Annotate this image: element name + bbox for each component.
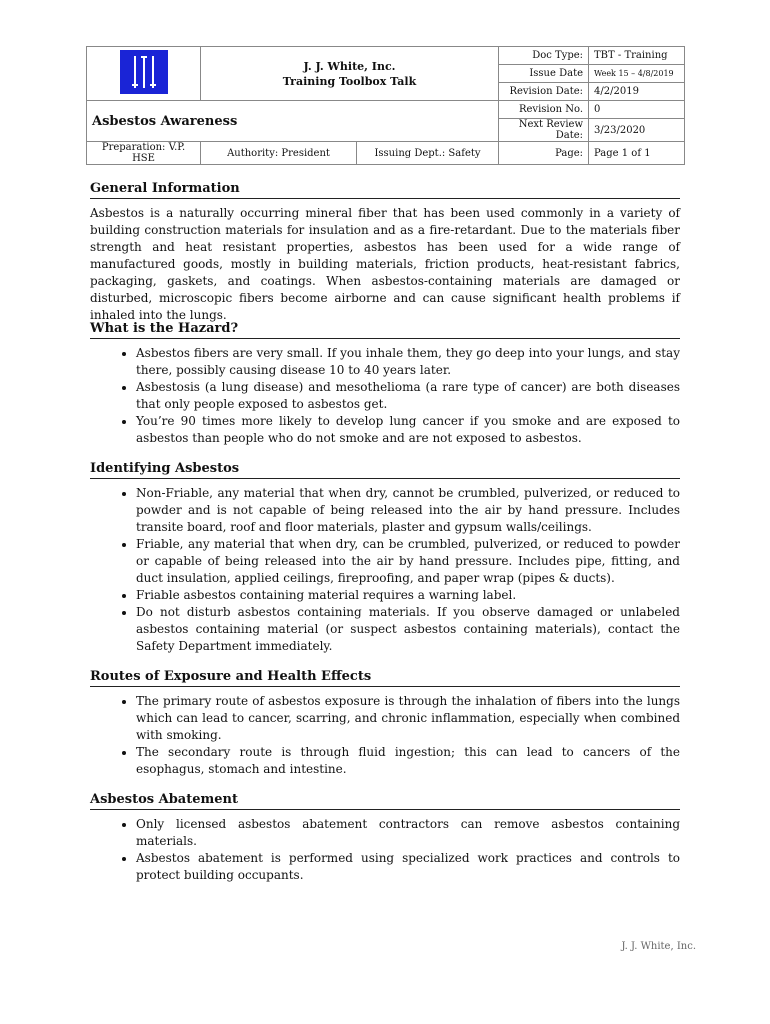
list-item: • Asbestos fibers are very small. If you inhale them, they go deep into your lungs, and stay there, possibly causing disease 10 to 40 years later. bbox=[136, 345, 680, 379]
next-review-value: 3/23/2020 bbox=[589, 119, 685, 142]
list-item: • The primary route of asbestos exposure is through the inhalation of fibers into the lungs which can lead to cancer, scarring, and chronic inflammation, especially when combined with smoking. bbox=[136, 693, 680, 744]
bullet-list bbox=[90, 485, 680, 655]
list-item: • Friable, any material that when dry, can be crumbled, pulverized, or reduced to powder or capable of being released into the air by hand pressure. Includes pipe, fitting, and duct insulation, applied ceilings, fireproofing, and paper wrap (pipes & ducts). bbox=[136, 536, 680, 587]
section-identifying-asbestos bbox=[90, 461, 680, 655]
list-item: • Asbestosis (a lung disease) and mesothelioma (a rare type of cancer) are both diseases that only people exposed to asbestos get. bbox=[136, 379, 680, 413]
list-item: • The secondary route is through fluid ingestion; this can lead to cancers of the esophagus, stomach and intestine. bbox=[136, 744, 680, 778]
revision-date-value: 4/2/2019 bbox=[589, 83, 685, 101]
next-review-label: Next Review Date: bbox=[499, 119, 589, 142]
document-header bbox=[86, 46, 685, 165]
authority-cell: Authority: President bbox=[201, 142, 357, 165]
list-item: • Non-Friable, any material that when dry, cannot be crumbled, pulverized, or reduced to powder and is not capable of being released into the air by hand pressure. Includes transite board, roof and floor materials, plaster and gypsum walls/ceilings. bbox=[136, 485, 680, 536]
section-heading: Identifying Asbestos bbox=[90, 461, 680, 479]
issuing-dept-cell: Issuing Dept.: Safety bbox=[357, 142, 499, 165]
bullet-list bbox=[90, 345, 680, 447]
doc-type-label: Doc Type: bbox=[499, 47, 589, 65]
issue-date-label: Issue Date bbox=[499, 65, 589, 83]
company-name: J. J. White, Inc. bbox=[303, 59, 396, 73]
logo-cell bbox=[87, 47, 201, 101]
revision-no-value: 0 bbox=[589, 101, 685, 119]
doc-type-value: TBT - Training bbox=[589, 47, 685, 65]
list-item: • Asbestos abatement is performed using specialized work practices and controls to protect building occupants. bbox=[136, 850, 680, 884]
section-heading: Routes of Exposure and Health Effects bbox=[90, 669, 680, 687]
page-value: Page 1 of 1 bbox=[589, 142, 685, 165]
section-paragraph: Asbestos is a naturally occurring mineral fiber that has been used commonly in a variety of building construction materials for insulation and as a fire-retardant. Due to the materials fiber strength and heat resistant properties, asbestos has been used for a wide range of manufactured goods, mostly in building materials, friction products, heat-resistant fabrics, packaging, gaskets, and coatings. When asbestos-containing materials are damaged or disturbed, microscopic fibers become airborne and can cause significant health problems if inhaled into the lungs. bbox=[90, 206, 680, 322]
page-footer: J. J. White, Inc. bbox=[621, 941, 696, 952]
company-subtitle: Training Toolbox Talk bbox=[282, 74, 417, 88]
issue-date-value: Week 15 – 4/8/2019 bbox=[589, 65, 685, 83]
revision-no-label: Revision No. bbox=[499, 101, 589, 119]
company-block bbox=[201, 47, 499, 101]
section-heading: What is the Hazard? bbox=[90, 321, 680, 339]
revision-date-label: Revision Date: bbox=[499, 83, 589, 101]
section-heading: Asbestos Abatement bbox=[90, 792, 680, 810]
section-heading: General Information bbox=[90, 181, 680, 199]
company-logo-icon bbox=[120, 50, 168, 94]
bullet-list bbox=[90, 693, 680, 778]
document-title: Asbestos Awareness bbox=[87, 101, 499, 142]
list-item: • You’re 90 times more likely to develop lung cancer if you smoke and are exposed to asbestos than people who do not smoke and are not exposed to asbestos. bbox=[136, 413, 680, 447]
list-item: • Friable asbestos containing material requires a warning label. bbox=[136, 587, 680, 604]
section-asbestos-abatement bbox=[90, 792, 680, 884]
preparation-cell: Preparation: V.P. HSE bbox=[87, 142, 201, 165]
section-what-is-the-hazard bbox=[90, 321, 680, 447]
section-general-information bbox=[90, 181, 680, 324]
list-item: • Only licensed asbestos abatement contractors can remove asbestos containing materials. bbox=[136, 816, 680, 850]
section-routes-of-exposure bbox=[90, 669, 680, 778]
bullet-list bbox=[90, 816, 680, 884]
list-item: • Do not disturb asbestos containing materials. If you observe damaged or unlabeled asbestos containing material (or suspect asbestos containing materials), contact the Safety Department immediately. bbox=[136, 604, 680, 655]
page-label: Page: bbox=[499, 142, 589, 165]
